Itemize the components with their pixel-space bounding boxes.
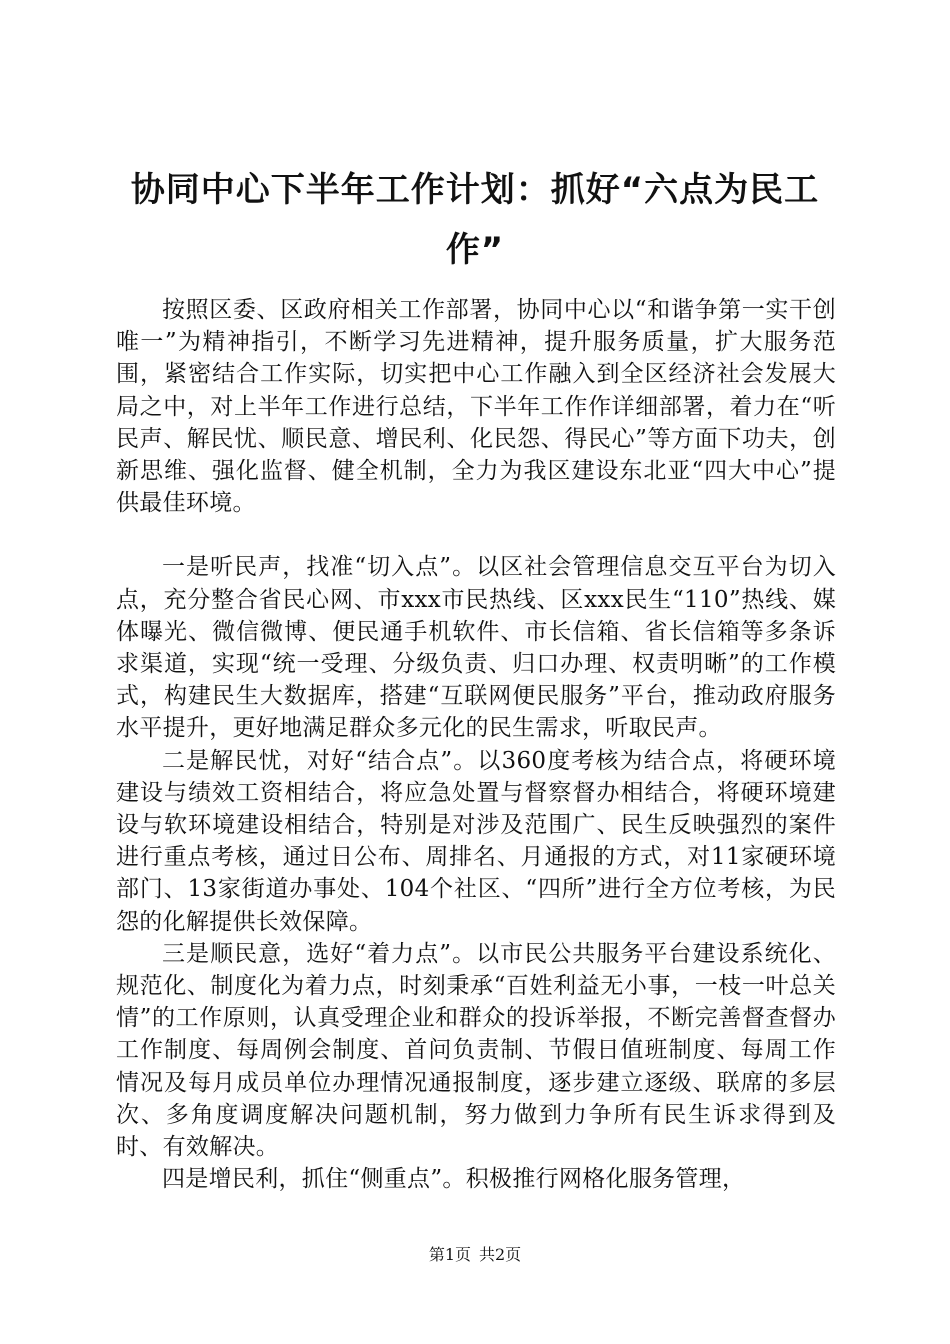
document-body	[116, 294, 836, 1195]
paragraph-point-3: 三是顺民意，选好“着力点”。以市民公共服务平台建设系统化、规范化、制度化为着力点，时刻秉承“百姓利益无小事，一枝一叶总关情”的工作原则，认真受理企业和群众的投诉举报，不断完善督查督办工作制度、每周例会制度、首问负责制、节假日值班制度、每周工作情况及每月成员单位办理情况通报制度，逐步建立逐级、联席的多层次、多角度调度解决问题机制，努力做到力争所有民生诉求得到及时、有效解决。	[116, 940, 836, 1161]
document-title: 协同中心下半年工作计划：抓好“六点为民工作”	[130, 170, 820, 270]
page-footer	[0, 1244, 950, 1266]
paragraph-intro: 按照区委、区政府相关工作部署，协同中心以“和谐争第一实干创唯一”为精神指引，不断学习先进精神，提升服务质量，扩大服务范围，紧密结合工作实际，切实把中心工作融入到全区经济社会发展大局之中，对上半年工作进行总结，下半年工作作详细部署，着力在“听民声、解民忧、顺民意、增民利、化民怨、得民心”等方面下功夫，创新思维、强化监督、健全机制，全力为我区建设东北亚“四大中心”提供最佳环境。	[116, 297, 836, 517]
paragraph-point-4: 四是增民利，抓住“侧重点”。积极推行网格化服务管理，	[162, 1166, 746, 1193]
paragraph-point-1: 一是听民声，找准“切入点”。以区社会管理信息交互平台为切入点，充分整合省民心网、市xxx市民热线、区xxx民生“110”热线、媒体曝光、微信微博、便民通手机软件、市长信箱、省长信箱等多条诉求渠道，实现“统一受理、分级负责、归口办理、权责明晰”的工作模式，构建民生大数据库，搭建“互联网便民服务”平台，推动政府服务水平提升，更好地满足群众多元化的民生需求，听取民声。	[116, 554, 836, 742]
paragraph-point-2: 二是解民忧，对好“结合点”。以360度考核为结合点，将硬环境建设与绩效工资相结合，将应急处置与督察督办相结合，将硬环境建设与软环境建设相结合，特别是对涉及范围广、民生反映强烈的案件进行重点考核，通过日公布、周排名、月通报的方式，对11家硬环境部门、13家街道办事处、104个社区、“四所”进行全方位考核，为民怨的化解提供长效保障。	[116, 747, 836, 935]
page-number-current: 第1页	[428, 1245, 471, 1264]
page-number-total: 共2页	[479, 1245, 522, 1264]
